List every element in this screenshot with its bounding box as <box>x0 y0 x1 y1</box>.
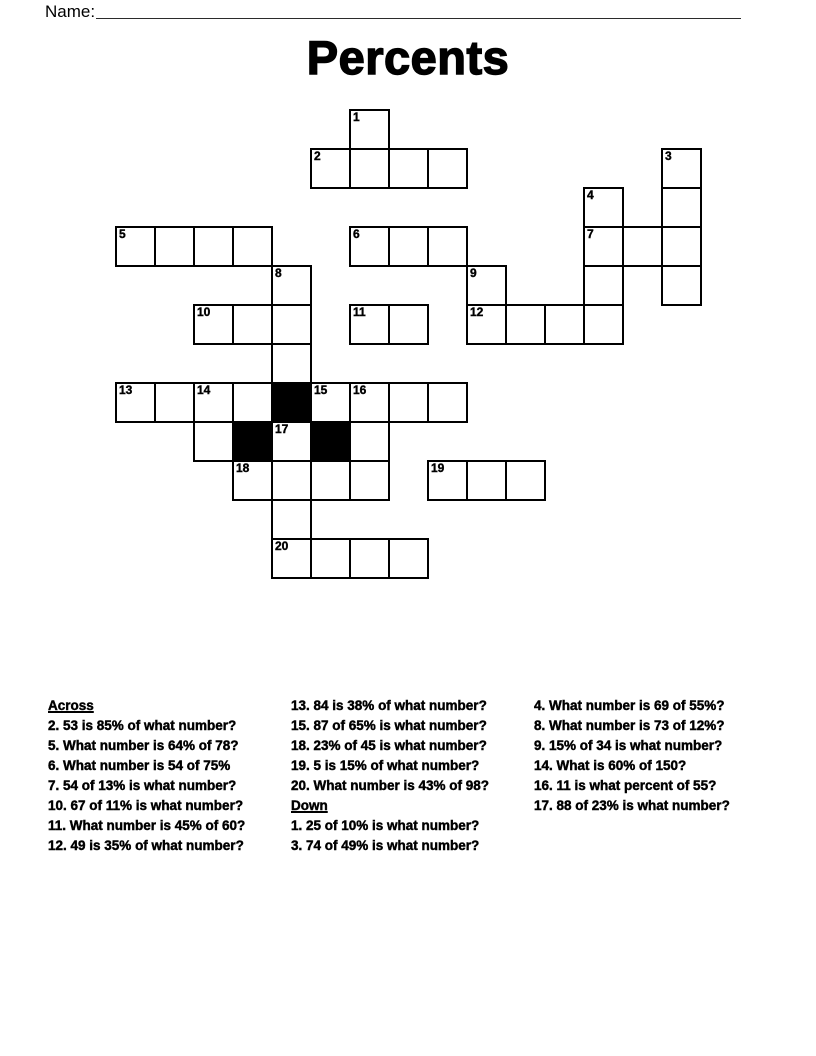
cell-number: 20 <box>275 539 289 553</box>
grid-cell-r7-c5[interactable] <box>310 382 351 423</box>
cell-number: 5 <box>119 227 126 241</box>
clue-across-19: 19. 5 is 15% of what number? <box>291 758 480 773</box>
grid-cell-r4-c14[interactable] <box>661 265 702 306</box>
grid-cell-r2-c14[interactable] <box>661 187 702 228</box>
across-heading: Across <box>48 698 94 713</box>
cell-number: 12 <box>470 305 484 319</box>
cell-number: 14 <box>197 383 211 397</box>
grid-cell-r8-c4[interactable] <box>271 421 312 462</box>
grid-cell-r1-c5[interactable] <box>310 148 351 189</box>
grid-cell-r3-c3[interactable] <box>232 226 273 267</box>
grid-cell-r8-c2[interactable] <box>193 421 234 462</box>
grid-cell-r4-c9[interactable] <box>466 265 507 306</box>
grid-cell-r3-c6[interactable] <box>349 226 390 267</box>
page-title: Percents <box>306 31 510 84</box>
clues-column-3 <box>534 698 749 818</box>
grid-cell-r4-c12[interactable] <box>583 265 624 306</box>
cell-number: 18 <box>236 461 250 475</box>
grid-cell-r5-c7[interactable] <box>388 304 429 345</box>
cell-number: 19 <box>431 461 445 475</box>
clue-down-16: 16. 11 is what percent of 55? <box>534 778 717 793</box>
grid-cell-r7-c8[interactable] <box>427 382 468 423</box>
grid-cell-r9-c4[interactable] <box>271 460 312 501</box>
cell-number: 15 <box>314 383 328 397</box>
grid-cell-black-r8-c3 <box>232 421 273 462</box>
grid-cell-r7-c6[interactable] <box>349 382 390 423</box>
grid-cell-r11-c6[interactable] <box>349 538 390 579</box>
grid-cell-r3-c12[interactable] <box>583 226 624 267</box>
grid-cell-r5-c9[interactable] <box>466 304 507 345</box>
cell-number: 17 <box>275 422 289 436</box>
name-fill-line[interactable] <box>96 18 741 19</box>
grid-cell-r7-c3[interactable] <box>232 382 273 423</box>
grid-cell-r5-c2[interactable] <box>193 304 234 345</box>
grid-cell-r5-c3[interactable] <box>232 304 273 345</box>
grid-cell-r5-c10[interactable] <box>505 304 546 345</box>
clue-down-8: 8. What number is 73 of 12%? <box>534 718 725 733</box>
grid-cell-r3-c13[interactable] <box>622 226 663 267</box>
grid-cell-r2-c12[interactable] <box>583 187 624 228</box>
grid-cell-r3-c7[interactable] <box>388 226 429 267</box>
grid-cell-r3-c0[interactable] <box>115 226 156 267</box>
clue-across-6: 6. What number is 54 of 75% <box>48 758 231 773</box>
grid-cell-r11-c7[interactable] <box>388 538 429 579</box>
clue-down-1: 1. 25 of 10% is what number? <box>291 818 480 833</box>
clue-across-20: 20. What number is 43% of 98? <box>291 778 490 793</box>
grid-cell-r0-c6[interactable] <box>349 109 390 150</box>
clue-across-5: 5. What number is 64% of 78? <box>48 738 239 753</box>
cell-number: 3 <box>665 149 672 163</box>
clue-across-10: 10. 67 of 11% is what number? <box>48 798 244 813</box>
grid-cell-r1-c14[interactable] <box>661 148 702 189</box>
clue-down-14: 14. What is 60% of 150? <box>534 758 687 773</box>
clues-column-1 <box>48 698 263 858</box>
grid-cell-r3-c1[interactable] <box>154 226 195 267</box>
cell-number: 7 <box>587 227 594 241</box>
cell-number: 16 <box>353 383 367 397</box>
grid-cell-r3-c2[interactable] <box>193 226 234 267</box>
grid-cell-r7-c7[interactable] <box>388 382 429 423</box>
cell-number: 1 <box>353 110 360 124</box>
cell-number: 11 <box>353 305 366 319</box>
clue-down-9: 9. 15% of 34 is what number? <box>534 738 723 753</box>
crossword-grid <box>115 109 702 579</box>
cell-number: 8 <box>275 266 282 280</box>
cell-number: 2 <box>314 149 321 163</box>
grid-cell-r9-c3[interactable] <box>232 460 273 501</box>
cell-number: 4 <box>587 188 594 202</box>
grid-cell-r7-c0[interactable] <box>115 382 156 423</box>
grid-cell-r9-c5[interactable] <box>310 460 351 501</box>
grid-cell-r7-c1[interactable] <box>154 382 195 423</box>
grid-cell-r9-c10[interactable] <box>505 460 546 501</box>
clue-across-2: 2. 53 is 85% of what number? <box>48 718 237 733</box>
grid-cell-r10-c4[interactable] <box>271 499 312 540</box>
grid-cell-r5-c6[interactable] <box>349 304 390 345</box>
clue-down-17: 17. 88 of 23% is what number? <box>534 798 730 813</box>
grid-cell-r3-c8[interactable] <box>427 226 468 267</box>
grid-cell-r9-c6[interactable] <box>349 460 390 501</box>
cell-number: 13 <box>119 383 133 397</box>
clues-column-2 <box>291 698 506 858</box>
clue-across-7: 7. 54 of 13% is what number? <box>48 778 237 793</box>
grid-cell-r7-c2[interactable] <box>193 382 234 423</box>
grid-cell-r1-c7[interactable] <box>388 148 429 189</box>
grid-cell-r3-c14[interactable] <box>661 226 702 267</box>
grid-cell-black-r8-c5 <box>310 421 351 462</box>
down-heading: Down <box>291 798 328 813</box>
clue-across-15: 15. 87 of 65% is what number? <box>291 718 487 733</box>
cell-number: 10 <box>197 305 211 319</box>
grid-cell-black-r7-c4 <box>271 382 312 423</box>
grid-cell-r9-c9[interactable] <box>466 460 507 501</box>
grid-cell-r6-c4[interactable] <box>271 343 312 384</box>
grid-cell-r9-c8[interactable] <box>427 460 468 501</box>
grid-cell-r5-c12[interactable] <box>583 304 624 345</box>
cell-number: 9 <box>470 266 477 280</box>
clue-down-3: 3. 74 of 49% is what number? <box>291 838 480 853</box>
clue-across-13: 13. 84 is 38% of what number? <box>291 698 487 713</box>
clue-across-12: 12. 49 is 35% of what number? <box>48 838 244 853</box>
grid-cell-r11-c5[interactable] <box>310 538 351 579</box>
grid-cell-r1-c8[interactable] <box>427 148 468 189</box>
grid-cell-r4-c4[interactable] <box>271 265 312 306</box>
clue-down-4: 4. What number is 69 of 55%? <box>534 698 725 713</box>
grid-cell-r5-c11[interactable] <box>544 304 585 345</box>
grid-cell-r1-c6[interactable] <box>349 148 390 189</box>
grid-cell-r8-c6[interactable] <box>349 421 390 462</box>
name-label: Name: <box>45 2 96 21</box>
grid-cell-r11-c4[interactable] <box>271 538 312 579</box>
grid-cell-r5-c4[interactable] <box>271 304 312 345</box>
cell-number: 6 <box>353 227 360 241</box>
clue-across-11: 11. What number is 45% of 60? <box>48 818 246 833</box>
clue-across-18: 18. 23% of 45 is what number? <box>291 738 487 753</box>
